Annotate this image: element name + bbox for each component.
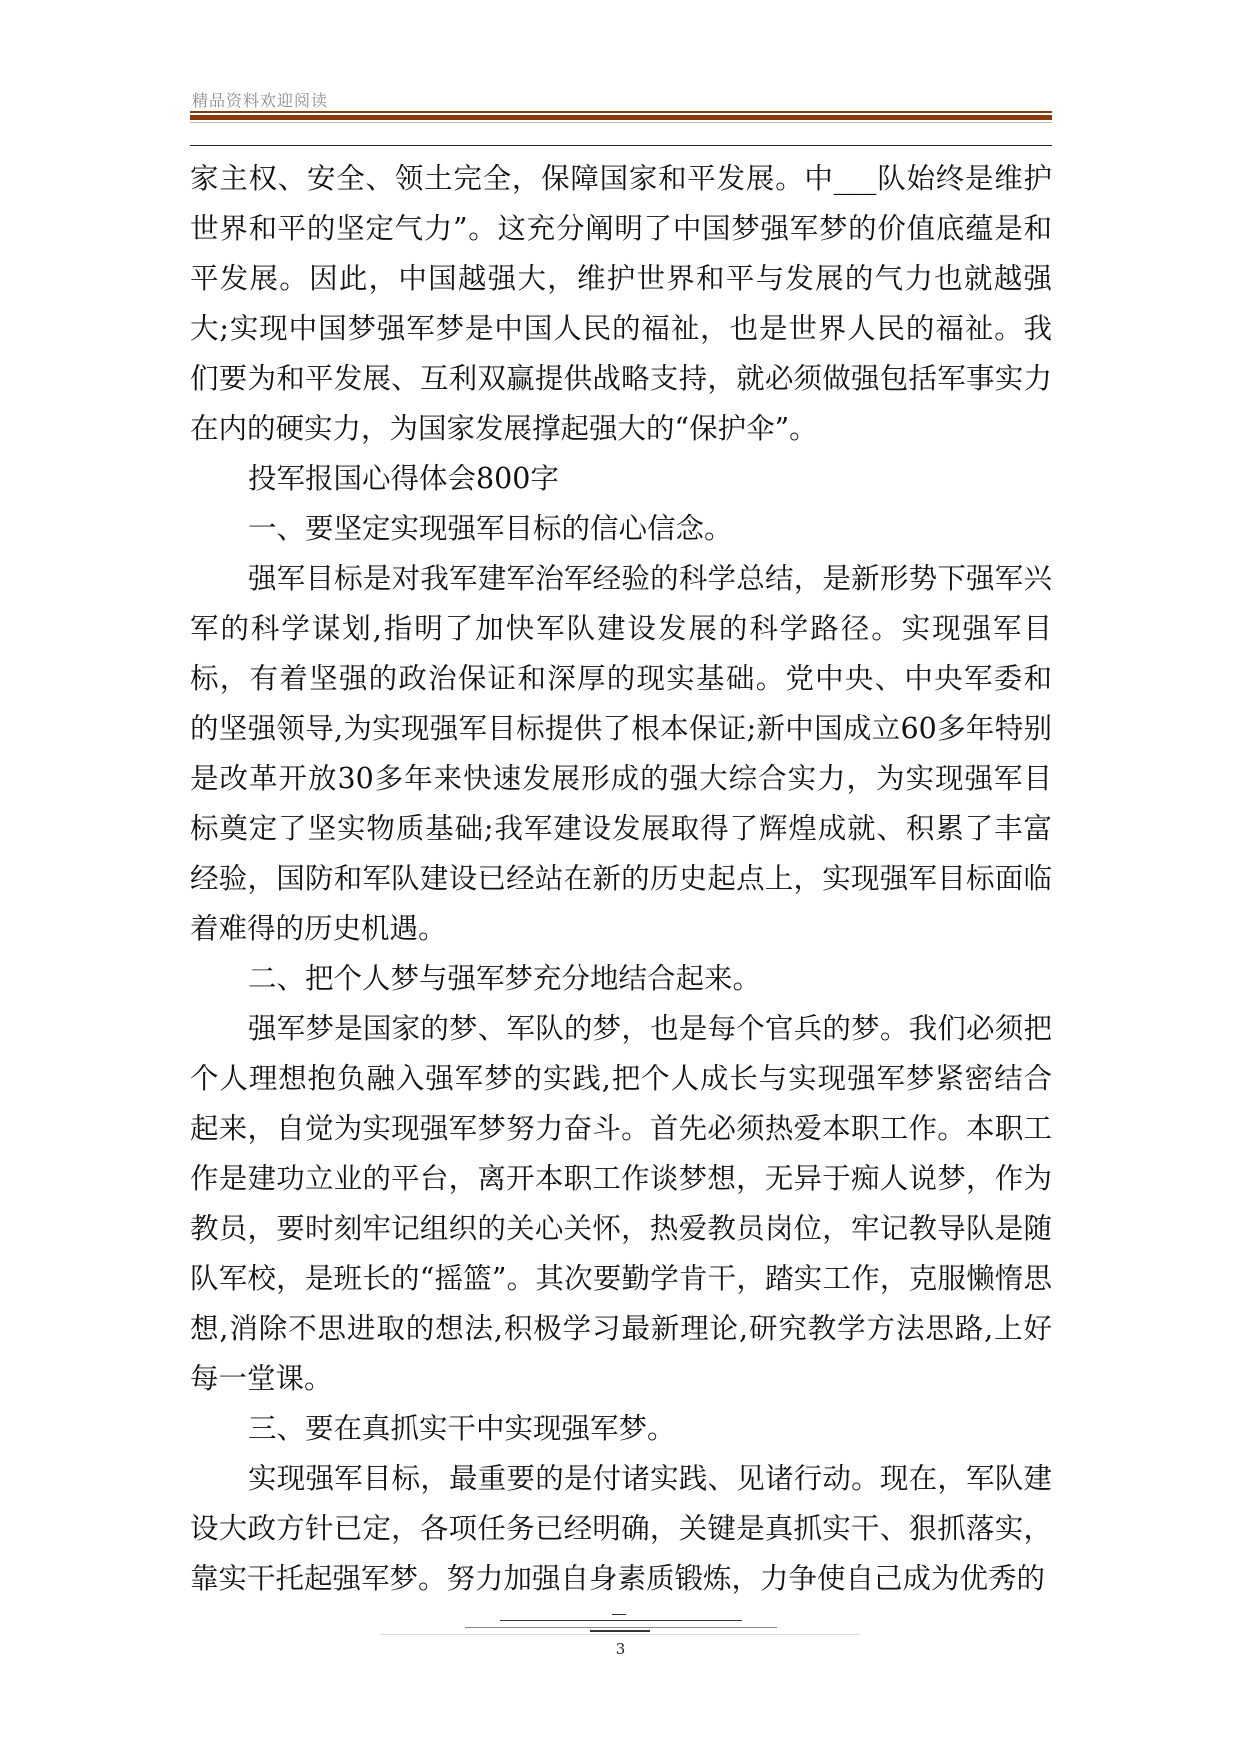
header-rule-black: [190, 145, 1052, 146]
paragraph-point-3: 实现强军目标，最重要的是付诸实践、见诸行动。现在，军队建设大政方针已定，各项任务已经明确，关键是真抓实干、狠抓落实，靠实干托起强军梦。努力加强自身素质锻炼，力争使自己成为优秀的: [190, 1462, 1052, 1595]
header-rule-thin: [190, 111, 1052, 113]
section-title: 投军报国心得体会800字: [248, 462, 559, 495]
header-rule-thick: [190, 115, 1052, 120]
footer-rule-top: [500, 1620, 742, 1621]
heading-point-1: 一、要坚定实现强军目标的信心信念。: [248, 512, 733, 545]
footer-rule-dash: [612, 1614, 626, 1615]
footer-rule-bottom: [380, 1634, 860, 1635]
page-number: 3: [615, 1640, 626, 1658]
header-rule-light: [190, 122, 1052, 123]
footer-rule-middle: [465, 1627, 777, 1628]
paragraph-continuation: 家主权、安全、领土完全，保障国家和平发展。中___队始终是维护世界和平的坚定气力”。这充分阐明了中国梦强军梦的价值底蕴是和平发展。因此，中国越强大，维护世界和平与发展的气力也就越强大;实现中国梦强军梦是中国人民的福祉，也是世界人民的福祉。我们要为和平发展、互利双赢提供战略支持，就必须做强包括军事实力在内的硬实力，为国家发展撑起强大的“保护伞”。: [190, 162, 1052, 445]
heading-point-3: 三、要在真抓实干中实现强军梦。: [248, 1412, 676, 1445]
footer-rule-accent: [590, 1630, 650, 1632]
page-header-title: 精品资料欢迎阅读: [192, 91, 329, 110]
document-body: [190, 154, 1052, 1604]
heading-point-2: 二、把个人梦与强军梦充分地结合起来。: [248, 962, 762, 995]
paragraph-point-1: 强军目标是对我军建军治军经验的科学总结，是新形势下强军兴军的科学谋划,指明了加快军队建设发展的科学路径。实现强军目标，有着坚强的政治保证和深厚的现实基础。党中央、中央军委和 的坚强领导,为实现强军目标提供了根本保证;新中国成立60多年特别是改革开放30多年来快速发展形成的强大综合实力，为实现强军目标奠定了坚实物质基础;我军建设发展取得了辉煌成就、积累了丰富经验，国防和军队建设已经站在新的历史起点上，实现强军目标面临着难得的历史机遇。: [190, 562, 1052, 945]
paragraph-point-2: 强军梦是国家的梦、军队的梦，也是每个官兵的梦。我们必须把个人理想抱负融入强军梦的实践,把个人成长与实现强军梦紧密结合起来，自觉为实现强军梦努力奋斗。首先必须热爱本职工作。本职工作是建功立业的平台，离开本职工作谈梦想，无异于痴人说梦，作为教员，要时刻牢记组织的关心关怀，热爱教员岗位，牢记教导队是随队军校，是班长的“摇篮”。其次要勤学肯干，踏实工作，克服懒惰思想,消除不思进取的想法,积极学习最新理论,研究教学方法思路,上好每一堂课。: [190, 1012, 1052, 1395]
